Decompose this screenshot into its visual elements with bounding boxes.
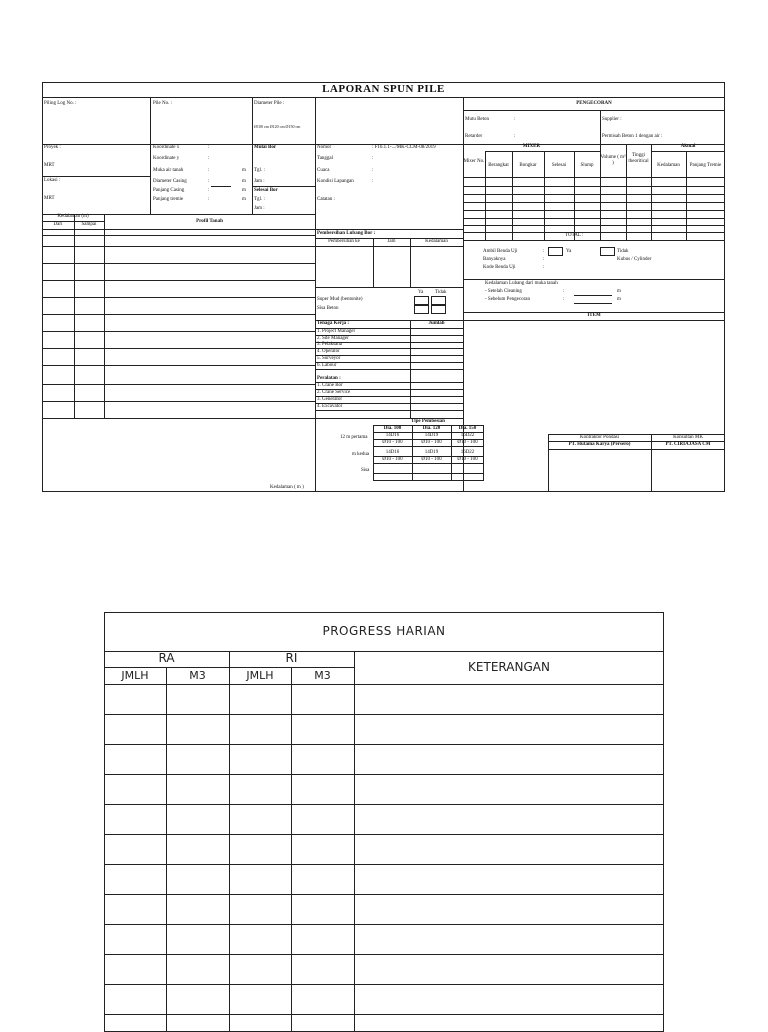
nomor-value: : F16.1.1-.../MK-CCM-08/2019 [372, 145, 436, 150]
ri-jmlh-header: JMLH [246, 669, 274, 682]
pengecoran-title: PENGECORAN [576, 101, 612, 106]
ra-header: RA [158, 651, 175, 665]
panjang-tremie-label: Panjang tremie [153, 197, 184, 202]
mulai-bor-label: Mulai Bor [254, 145, 277, 150]
pile-no-label: Pile No. : [153, 101, 173, 106]
sisa-beton-ya-checkbox[interactable] [414, 305, 429, 314]
piling-log-no-label: Piling Log No. : [44, 101, 77, 106]
kedalaman-footer: Kedalaman ( m ) [270, 485, 304, 490]
kontraktor-company: PT. Hutama Karya (Persero) [568, 442, 631, 447]
kedalaman-header: Kedalaman (m) [57, 214, 89, 219]
diameter-options: Ø100 cm Ø120 cm Ø150 cm [254, 124, 301, 129]
koordinate-x-label: Koordinate x [153, 145, 180, 150]
benda-uji-ya-checkbox[interactable] [548, 247, 563, 256]
item-header: ITEM [587, 313, 601, 318]
diameter-pile-label: Diameter Pile : [254, 101, 285, 106]
konsultan-company: PT. CIRIAJASA CM [665, 442, 711, 447]
mixer-header: MIXER [522, 144, 541, 149]
konsultan-label: Konsultan MK [673, 435, 703, 440]
ra-jmlh-header: JMLH [121, 669, 149, 682]
muka-air-label: Muka air tanah [153, 168, 184, 173]
koordinate-y-label: Koordinate y [153, 156, 180, 161]
proyek-label: Proyek : [44, 145, 61, 150]
ri-m3-header: M3 [314, 669, 331, 682]
benda-uji-tidak-checkbox[interactable] [600, 247, 615, 256]
super-mud-tidak-checkbox[interactable] [431, 296, 446, 305]
proyek-value: MRT [44, 163, 55, 168]
progress-title: PROGRESS HARIAN [322, 624, 446, 638]
report-title: LAPORAN SPUN PILE [322, 83, 445, 95]
selesai-bor-label: Selesai Bor [254, 188, 278, 193]
profil-tanah-header: Profil Tanah [196, 219, 223, 224]
lokasi-value: MRT [44, 196, 55, 201]
aktual-header: Aktual [680, 144, 696, 149]
total-label: TOTAL : [565, 233, 584, 238]
ri-header: RI [285, 651, 298, 665]
diameter-casing-label: Diameter Casing [153, 179, 187, 184]
super-mud-ya-checkbox[interactable] [414, 296, 429, 305]
panjang-casing-label: Panjang Casing [153, 188, 185, 193]
sisa-beton-tidak-checkbox[interactable] [431, 305, 446, 314]
lokasi-label: Lokasi : [44, 178, 61, 183]
tipe-pembesian-title: Tipe Pembesian [411, 419, 445, 424]
peralatan-title: Peralatan : [317, 376, 341, 381]
keterangan-header: KETERANGAN [468, 660, 550, 674]
ra-m3-header: M3 [189, 669, 206, 682]
kontraktor-label: Kontraktor Pondasi [579, 435, 620, 440]
tenaga-kerja-title: Tenaga Kerja : [317, 321, 350, 326]
pembersihan-title: Pembersihan Lubang Bor : [317, 231, 376, 236]
